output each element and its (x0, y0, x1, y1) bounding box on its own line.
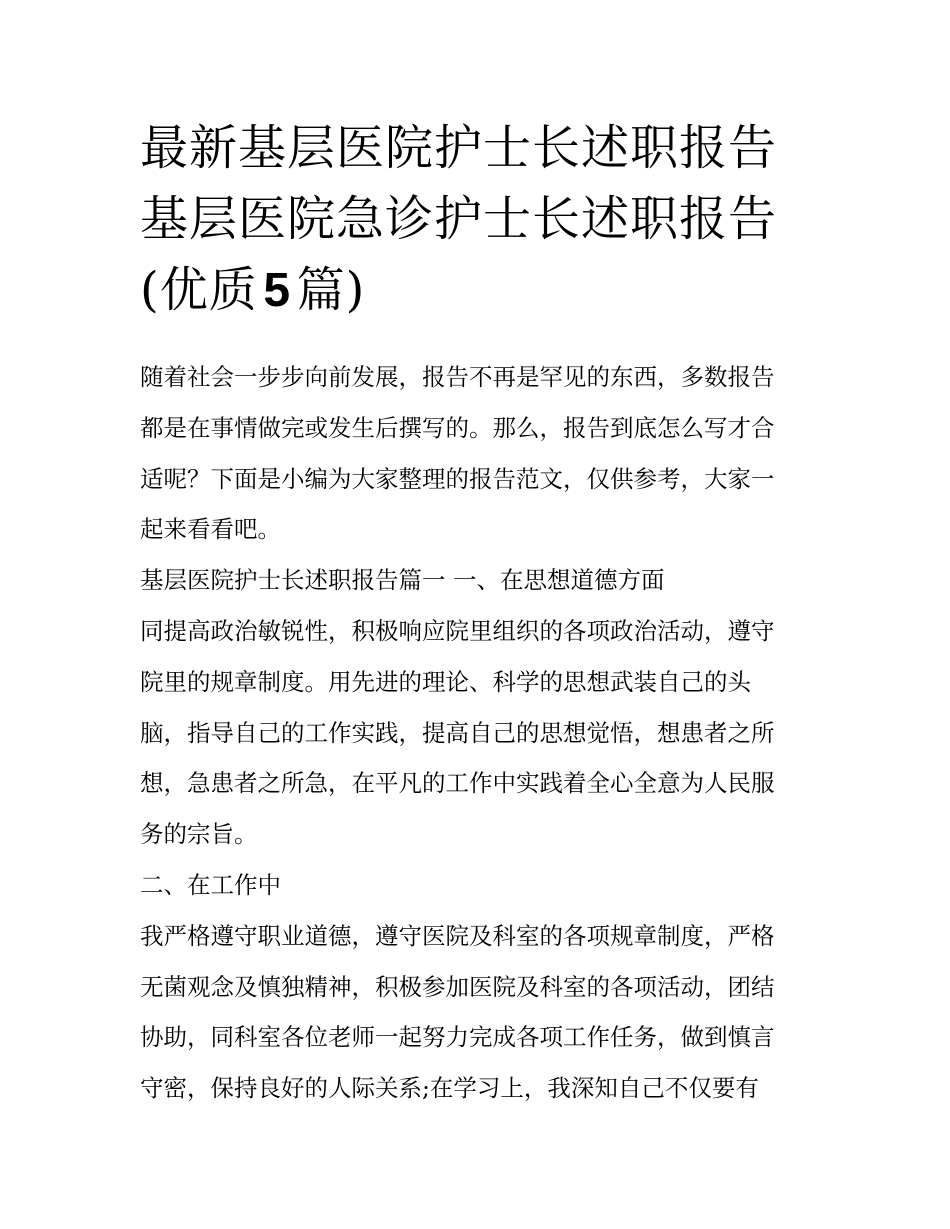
body-line: 协助，同科室各位老师一起努力完成各项工作任务，做到慎言 (140, 1023, 775, 1052)
body-line: 同提高政治敏锐性，积极响应院里组织的各项政治活动，遵守 (140, 616, 775, 645)
title-open-text: (优质 (140, 262, 258, 318)
body-line: 起来看看吧。 (140, 515, 281, 544)
title-line-1: 最新基层医院护士长述职报告 (140, 120, 778, 176)
title-line-2: 基层医院急诊护士长述职报告 (140, 191, 778, 247)
body-line: 无菌观念及慎独精神，积极参加医院及科室的各项活动，团结 (140, 972, 775, 1001)
section-heading-line: 基层医院护士长述职报告篇一 一、在思想道德方面 (140, 566, 665, 595)
document-body (140, 352, 820, 1114)
document-title (140, 113, 820, 338)
section-heading-line: 二、在工作中 (140, 870, 281, 899)
title-line-3 (140, 255, 820, 338)
body-line: 脑，指导自己的工作实践，提高自己的思想觉悟，想患者之所 (140, 718, 775, 747)
body-line: 适呢？下面是小编为大家整理的报告范文，仅供参考，大家一 (140, 464, 775, 493)
title-close-text: 篇) (296, 262, 366, 318)
body-line: 随着社会一步步向前发展，报告不再是罕见的东西，多数报告 (140, 363, 775, 391)
body-line: 守密，保持良好的人际关系;在学习上，我深知自己不仅要有 (140, 1074, 759, 1103)
body-line: 我严格遵守职业道德，遵守医院及科室的各项规章制度，严格 (140, 921, 775, 950)
body-line: 务的宗旨。 (140, 820, 258, 849)
body-line: 都是在事情做完或发生后撰写的。那么，报告到底怎么写才合 (140, 413, 775, 442)
body-line: 院里的规章制度。用先进的理论、科学的思想武装自己的头 (140, 667, 751, 696)
title-number: 5 (263, 264, 292, 317)
body-line: 想，急患者之所急，在平凡的工作中实践着全心全意为人民服 (140, 769, 775, 798)
